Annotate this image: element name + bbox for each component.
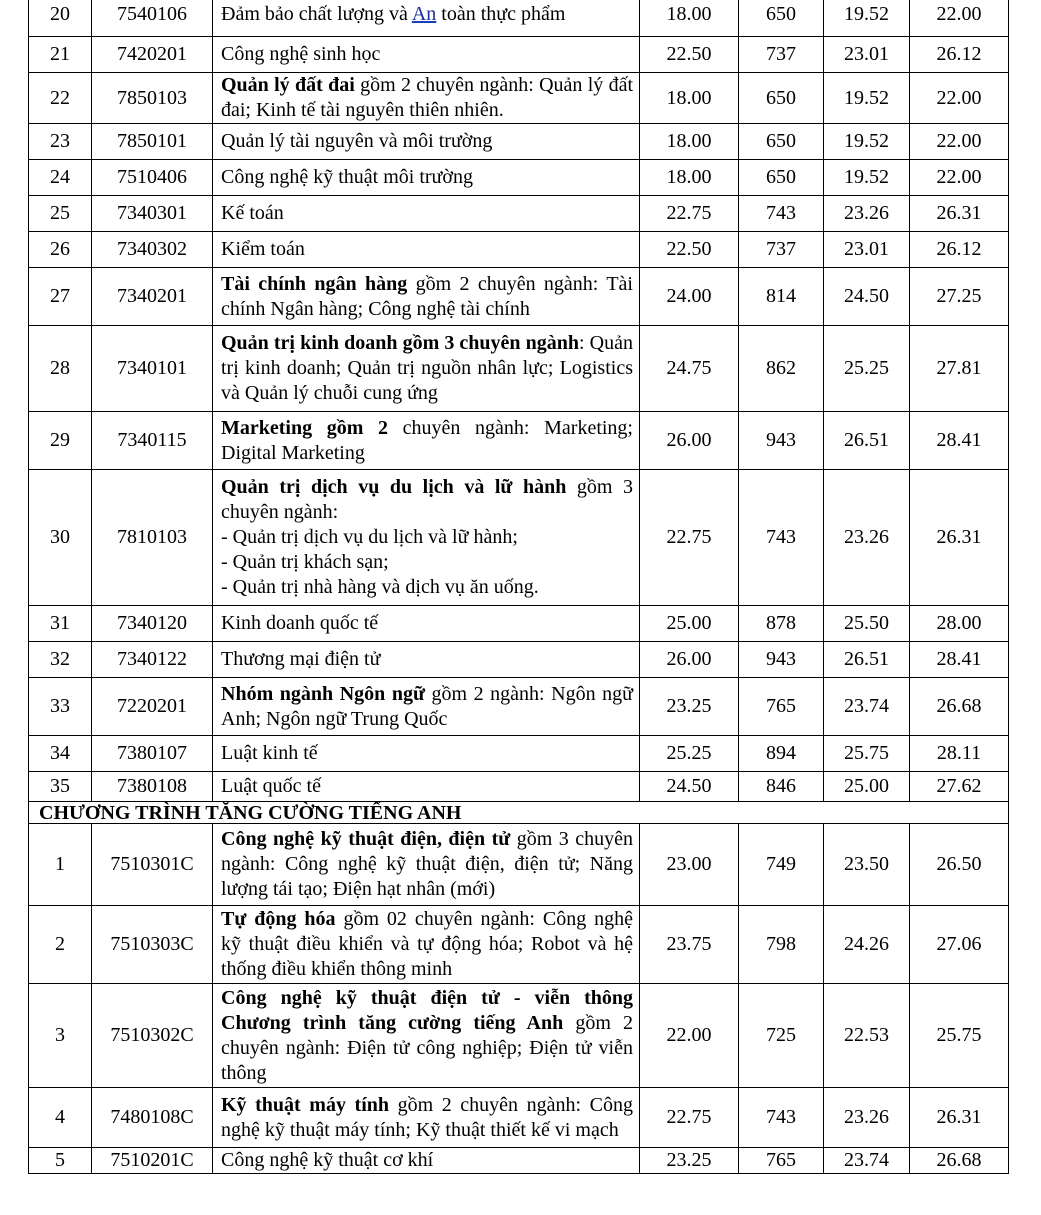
score-value-2: 650: [739, 0, 824, 37]
major-name: Quản lý tài nguyên và môi trường: [213, 124, 640, 160]
table-row: [29, 37, 1009, 73]
row-number: 28: [29, 326, 92, 412]
score-value-4: 22.00: [910, 0, 1009, 37]
score-value-4: 22.00: [910, 73, 1009, 124]
score-value-1: 24.00: [640, 268, 739, 326]
table-row: [29, 0, 1009, 37]
table-row: [29, 73, 1009, 124]
row-number: 29: [29, 412, 92, 470]
score-value-3: 19.52: [824, 160, 910, 196]
score-value-2: 737: [739, 232, 824, 268]
table-row: [29, 1088, 1009, 1148]
row-number: 26: [29, 232, 92, 268]
score-value-4: 27.81: [910, 326, 1009, 412]
row-number: 3: [29, 984, 92, 1088]
score-value-4: 26.12: [910, 232, 1009, 268]
table-row: [29, 906, 1009, 984]
score-value-2: 650: [739, 124, 824, 160]
table-row: [29, 606, 1009, 642]
score-value-1: 22.75: [640, 470, 739, 606]
score-value-2: 650: [739, 73, 824, 124]
score-value-4: 26.50: [910, 824, 1009, 906]
table-row: [29, 736, 1009, 772]
major-code: 7850103: [92, 73, 213, 124]
row-number: 25: [29, 196, 92, 232]
score-value-3: 26.51: [824, 642, 910, 678]
major-name: Đảm bảo chất lượng và An toàn thực phẩm: [213, 0, 640, 37]
score-value-1: 24.75: [640, 326, 739, 412]
row-number: 20: [29, 0, 92, 37]
score-value-1: 23.75: [640, 906, 739, 984]
major-code: 7340301: [92, 196, 213, 232]
major-code: 7510201C: [92, 1148, 213, 1174]
score-value-1: 24.50: [640, 772, 739, 802]
score-value-4: 28.00: [910, 606, 1009, 642]
table-body: [29, 0, 1009, 1174]
score-value-2: 814: [739, 268, 824, 326]
score-value-2: 725: [739, 984, 824, 1088]
row-number: 24: [29, 160, 92, 196]
score-value-2: 650: [739, 160, 824, 196]
score-value-3: 23.74: [824, 1148, 910, 1174]
score-value-3: 23.01: [824, 232, 910, 268]
score-value-1: 18.00: [640, 0, 739, 37]
major-code: 7220201: [92, 678, 213, 736]
score-value-2: 943: [739, 642, 824, 678]
table-row: [29, 412, 1009, 470]
major-name: Kỹ thuật máy tính gồm 2 chuyên ngành: Công nghệ kỹ thuật máy tính; Kỹ thuật thiết kế vi mạch: [213, 1088, 640, 1148]
score-value-3: 19.52: [824, 124, 910, 160]
score-value-4: 28.11: [910, 736, 1009, 772]
score-value-2: 765: [739, 1148, 824, 1174]
section-header-row: [29, 802, 1009, 824]
major-code: 7510303C: [92, 906, 213, 984]
major-code: 7480108C: [92, 1088, 213, 1148]
score-value-2: 743: [739, 196, 824, 232]
major-name: Luật quốc tế: [213, 772, 640, 802]
score-value-3: 25.25: [824, 326, 910, 412]
major-code: 7340101: [92, 326, 213, 412]
score-value-2: 749: [739, 824, 824, 906]
major-code: 7510406: [92, 160, 213, 196]
score-value-1: 18.00: [640, 124, 739, 160]
score-value-3: 22.53: [824, 984, 910, 1088]
score-value-3: 25.50: [824, 606, 910, 642]
score-value-2: 878: [739, 606, 824, 642]
table-row: [29, 326, 1009, 412]
major-name: Kiểm toán: [213, 232, 640, 268]
major-code: 7850101: [92, 124, 213, 160]
row-number: 31: [29, 606, 92, 642]
major-code: 7810103: [92, 470, 213, 606]
score-value-1: 23.25: [640, 678, 739, 736]
major-name: Quản trị kinh doanh gồm 3 chuyên ngành: Quản trị kinh doanh; Quản trị nguồn nhân lực; Logistics và Quản lý chuỗi cung ứng: [213, 326, 640, 412]
score-value-4: 27.25: [910, 268, 1009, 326]
score-value-3: 24.50: [824, 268, 910, 326]
major-code: 7340302: [92, 232, 213, 268]
score-value-3: 26.51: [824, 412, 910, 470]
score-value-4: 27.62: [910, 772, 1009, 802]
major-code: 7510302C: [92, 984, 213, 1088]
row-number: 23: [29, 124, 92, 160]
table-row: [29, 772, 1009, 802]
score-value-1: 26.00: [640, 412, 739, 470]
score-value-1: 22.00: [640, 984, 739, 1088]
major-code: 7510301C: [92, 824, 213, 906]
score-value-1: 18.00: [640, 160, 739, 196]
score-value-1: 26.00: [640, 642, 739, 678]
score-value-4: 26.31: [910, 470, 1009, 606]
score-value-2: 765: [739, 678, 824, 736]
score-value-1: 22.50: [640, 232, 739, 268]
score-value-4: 26.68: [910, 1148, 1009, 1174]
major-name: Quản lý đất đai gồm 2 chuyên ngành: Quản lý đất đai; Kinh tế tài nguyên thiên nhiên.: [213, 73, 640, 124]
major-name: Quản trị dịch vụ du lịch và lữ hành gồm 3 chuyên ngành: - Quản trị dịch vụ du lịch và lữ hành; - Quản trị khách sạn; - Quản trị nhà hàng và dịch vụ ăn uống.: [213, 470, 640, 606]
score-value-4: 28.41: [910, 642, 1009, 678]
major-name: Công nghệ kỹ thuật môi trường: [213, 160, 640, 196]
table-row: [29, 124, 1009, 160]
score-value-1: 25.25: [640, 736, 739, 772]
score-value-4: 26.12: [910, 37, 1009, 73]
row-number: 27: [29, 268, 92, 326]
row-number: 33: [29, 678, 92, 736]
row-number: 32: [29, 642, 92, 678]
score-value-3: 19.52: [824, 73, 910, 124]
table-row: [29, 470, 1009, 606]
score-value-2: 943: [739, 412, 824, 470]
row-number: 34: [29, 736, 92, 772]
table-row: [29, 824, 1009, 906]
score-value-2: 737: [739, 37, 824, 73]
admission-score-table: [28, 0, 1009, 1174]
score-value-4: 22.00: [910, 124, 1009, 160]
score-value-4: 26.31: [910, 1088, 1009, 1148]
section-title: CHƯƠNG TRÌNH TĂNG CƯỜNG TIẾNG ANH: [29, 802, 910, 824]
row-number: 35: [29, 772, 92, 802]
score-value-2: 743: [739, 1088, 824, 1148]
table-row: [29, 642, 1009, 678]
major-code: 7420201: [92, 37, 213, 73]
row-number: 1: [29, 824, 92, 906]
table-row: [29, 232, 1009, 268]
score-value-1: 22.75: [640, 1088, 739, 1148]
major-name: Marketing gồm 2 chuyên ngành: Marketing; Digital Marketing: [213, 412, 640, 470]
row-number: 4: [29, 1088, 92, 1148]
major-code: 7340115: [92, 412, 213, 470]
score-value-4: 22.00: [910, 160, 1009, 196]
score-value-4: 26.31: [910, 196, 1009, 232]
major-code: 7340201: [92, 268, 213, 326]
score-value-2: 862: [739, 326, 824, 412]
major-name: Công nghệ kỹ thuật cơ khí: [213, 1148, 640, 1174]
major-name: Luật kinh tế: [213, 736, 640, 772]
score-value-3: 19.52: [824, 0, 910, 37]
score-value-3: 24.26: [824, 906, 910, 984]
score-value-3: 23.01: [824, 37, 910, 73]
table-row: [29, 1148, 1009, 1174]
major-code: 7380107: [92, 736, 213, 772]
score-value-3: 23.26: [824, 196, 910, 232]
score-value-1: 25.00: [640, 606, 739, 642]
major-name: Công nghệ kỹ thuật điện, điện tử gồm 3 chuyên ngành: Công nghệ kỹ thuật điện, điện tử; Năng lượng tái tạo; Điện hạt nhân (mới): [213, 824, 640, 906]
score-value-1: 23.00: [640, 824, 739, 906]
score-value-4: 27.06: [910, 906, 1009, 984]
row-number: 30: [29, 470, 92, 606]
major-code: 7340120: [92, 606, 213, 642]
major-code: 7540106: [92, 0, 213, 37]
major-code: 7340122: [92, 642, 213, 678]
row-number: 21: [29, 37, 92, 73]
table-row: [29, 678, 1009, 736]
score-value-2: 894: [739, 736, 824, 772]
major-name: Công nghệ kỹ thuật điện tử - viễn thông Chương trình tăng cường tiếng Anh gồm 2 chuyên ngành: Điện tử công nghiệp; Điện tử viễn thông: [213, 984, 640, 1088]
score-value-3: 23.26: [824, 470, 910, 606]
score-value-1: 22.75: [640, 196, 739, 232]
major-name: Nhóm ngành Ngôn ngữ gồm 2 ngành: Ngôn ngữ Anh; Ngôn ngữ Trung Quốc: [213, 678, 640, 736]
row-number: 2: [29, 906, 92, 984]
row-number: 22: [29, 73, 92, 124]
score-value-3: 23.74: [824, 678, 910, 736]
table-row: [29, 984, 1009, 1088]
score-value-1: 22.50: [640, 37, 739, 73]
score-value-3: 25.75: [824, 736, 910, 772]
table-row: [29, 268, 1009, 326]
major-name: Thương mại điện tử: [213, 642, 640, 678]
major-name: Tài chính ngân hàng gồm 2 chuyên ngành: Tài chính Ngân hàng; Công nghệ tài chính: [213, 268, 640, 326]
score-value-3: 23.50: [824, 824, 910, 906]
score-value-4: 28.41: [910, 412, 1009, 470]
table-row: [29, 196, 1009, 232]
score-value-4: 26.68: [910, 678, 1009, 736]
score-value-1: 23.25: [640, 1148, 739, 1174]
row-number: 5: [29, 1148, 92, 1174]
score-value-3: 25.00: [824, 772, 910, 802]
score-value-4: 25.75: [910, 984, 1009, 1088]
table-row: [29, 160, 1009, 196]
major-name: Tự động hóa gồm 02 chuyên ngành: Công nghệ kỹ thuật điều khiển và tự động hóa; Robot và hệ thống điều khiển thông minh: [213, 906, 640, 984]
score-value-2: 846: [739, 772, 824, 802]
score-value-3: 23.26: [824, 1088, 910, 1148]
score-value-2: 798: [739, 906, 824, 984]
section-blank-cell: [910, 802, 1009, 824]
major-name: Công nghệ sinh học: [213, 37, 640, 73]
major-name: Kế toán: [213, 196, 640, 232]
major-code: 7380108: [92, 772, 213, 802]
score-value-1: 18.00: [640, 73, 739, 124]
score-value-2: 743: [739, 470, 824, 606]
major-name: Kinh doanh quốc tế: [213, 606, 640, 642]
